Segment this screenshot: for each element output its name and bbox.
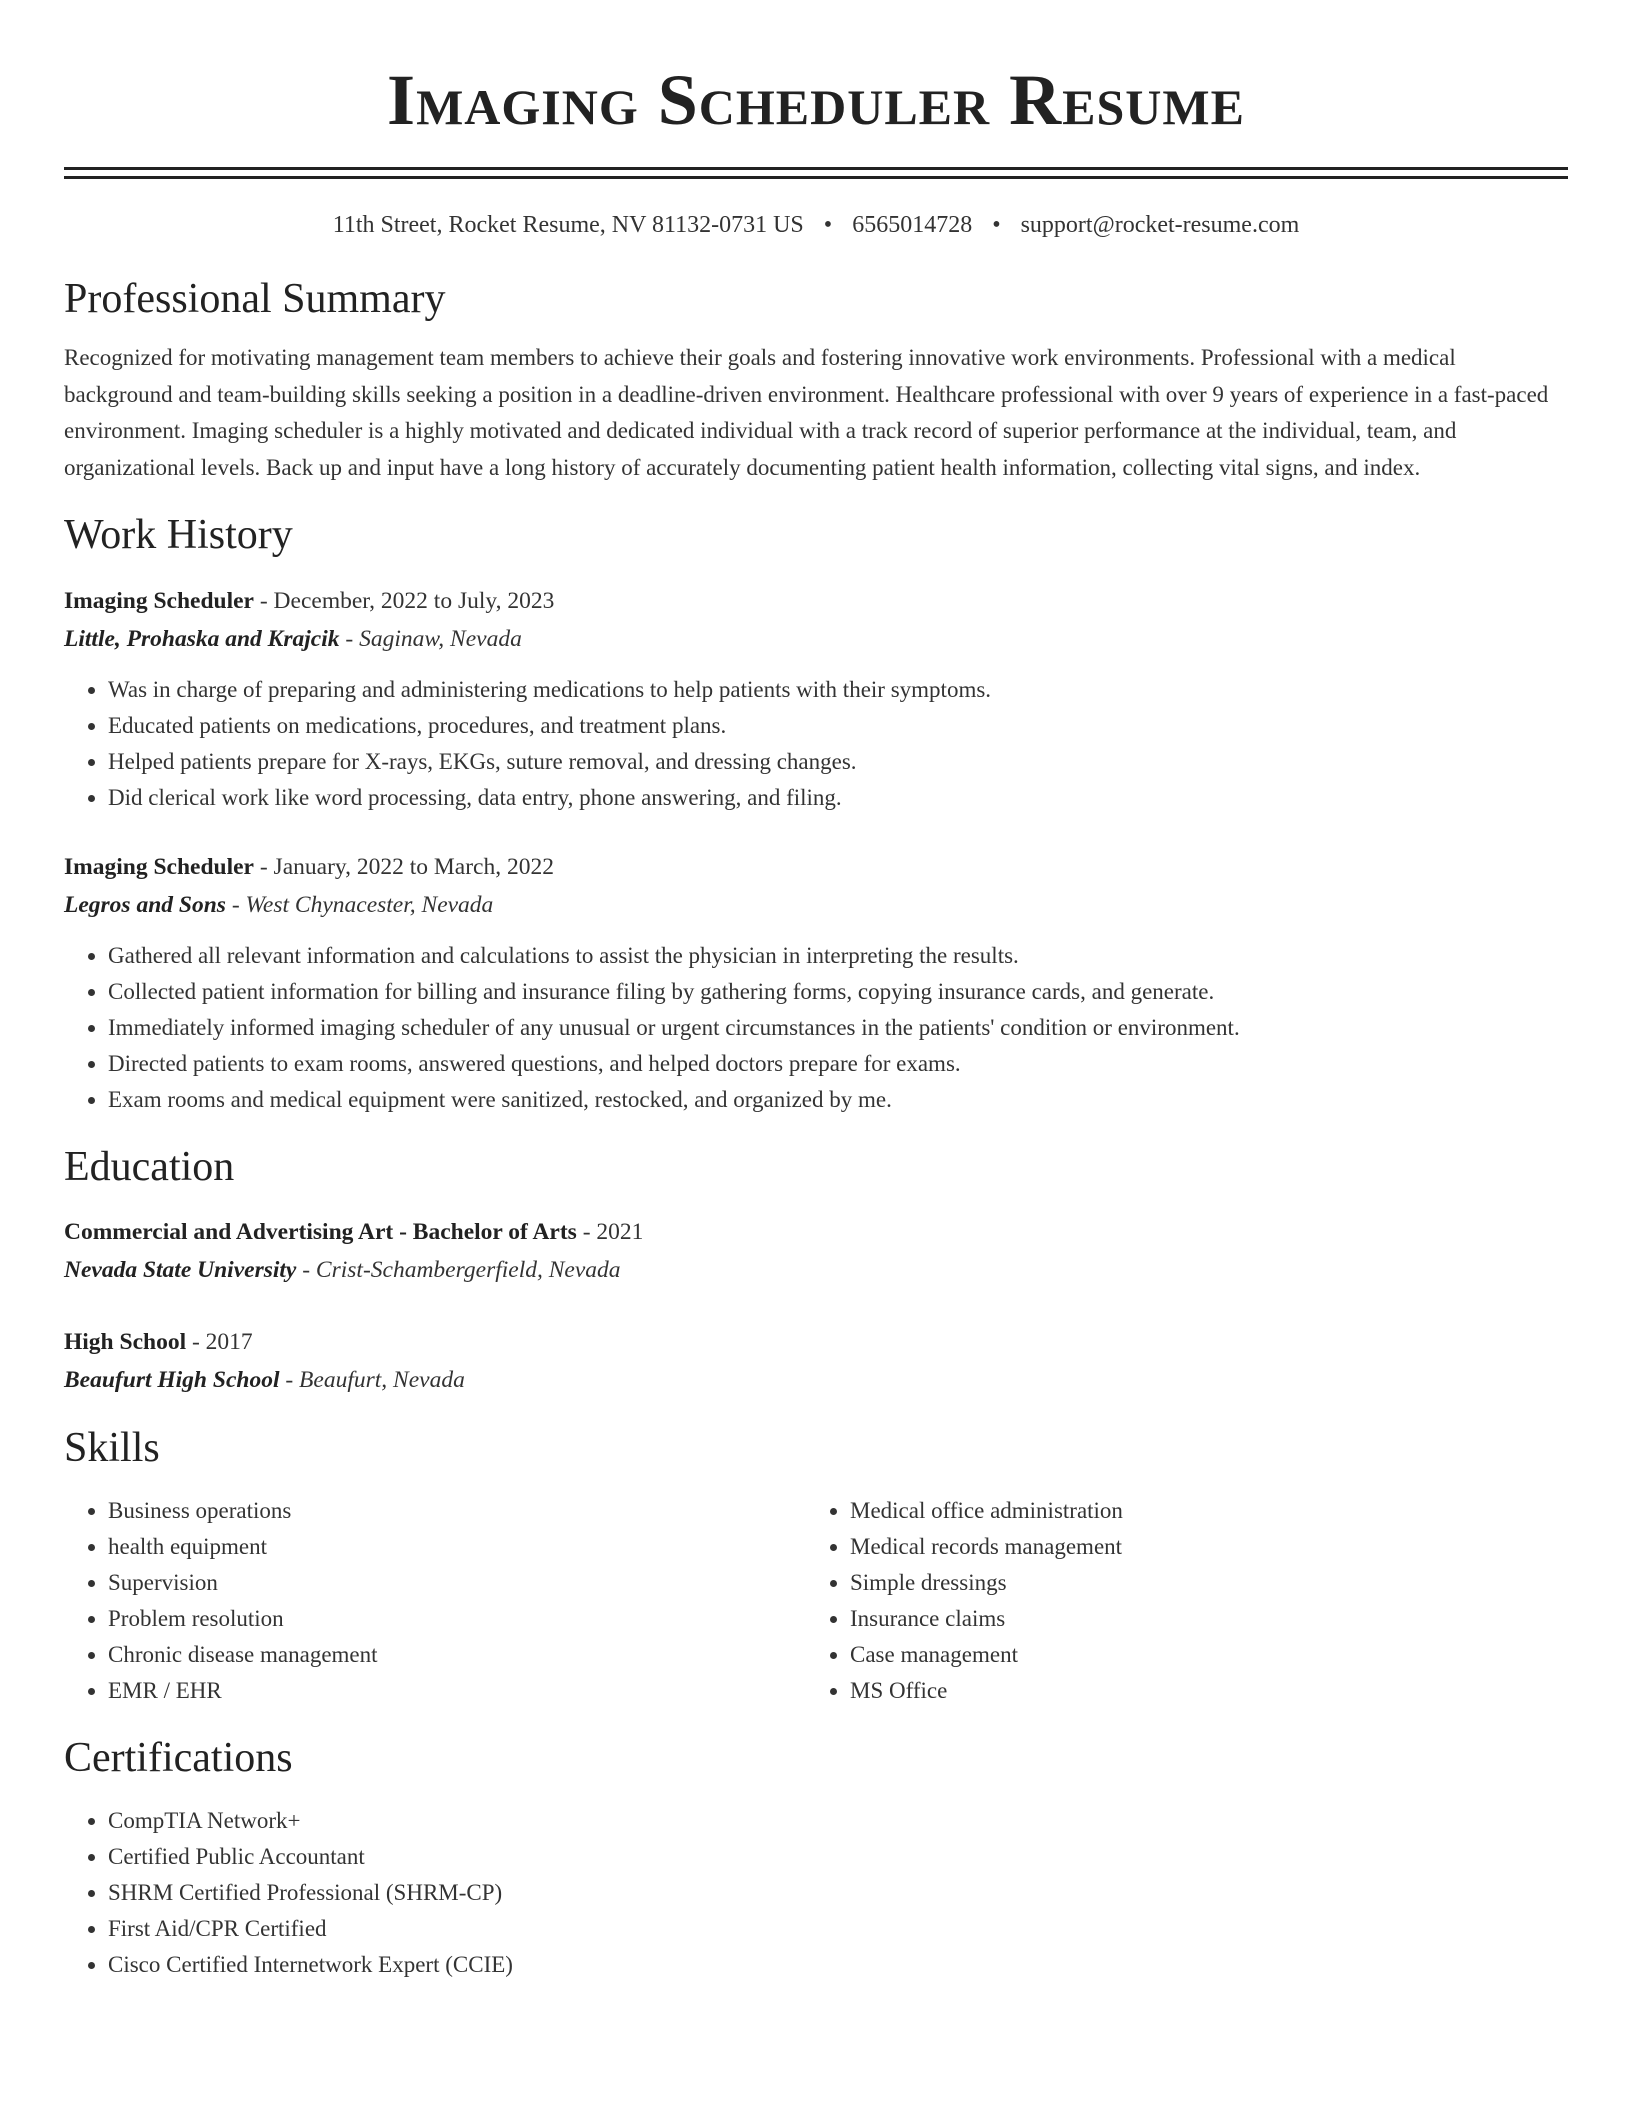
contact-address: 11th Street, Rocket Resume, NV 81132-0731 US: [332, 212, 804, 238]
contact-separator: •: [992, 212, 1001, 238]
skills-column-left: [64, 1493, 806, 1709]
skills-list: [64, 1493, 806, 1709]
skills-list: [806, 1493, 1548, 1709]
list-item: • Exam rooms and medical equipment were sanitized, restocked, and organized by me.: [108, 1082, 1568, 1118]
list-item: • Simple dressings: [850, 1565, 1548, 1601]
list-item: • Insurance claims: [850, 1601, 1548, 1637]
school-line: [64, 1251, 1568, 1289]
employer-name: Legros and Sons: [64, 892, 226, 918]
list-item: • First Aid/CPR Certified: [108, 1911, 1568, 1947]
education-section: [64, 1142, 1568, 1399]
school-name: Beaufurt High School: [64, 1367, 280, 1393]
contact-line: [64, 210, 1568, 240]
work-history-heading: Work History: [64, 512, 293, 558]
education-entry: [64, 1323, 1568, 1399]
employer-location: - West Chynacester, Nevada: [225, 892, 494, 918]
list-item: • MS Office: [850, 1673, 1548, 1709]
job-dates: - January, 2022 to March, 2022: [253, 854, 554, 880]
summary-heading: Professional Summary: [64, 276, 446, 322]
title-divider-bottom: [64, 176, 1568, 179]
summary-section: [64, 274, 1568, 486]
list-item: • Cisco Certified Internetwork Expert (CCIE): [108, 1947, 1568, 1983]
list-item: • Medical records management: [850, 1529, 1548, 1565]
job-duties-list: [64, 672, 1568, 816]
list-item: • Collected patient information for billing and insurance filing by gathering forms, copying insurance cards, and generate.: [108, 974, 1568, 1010]
certifications-list: [64, 1803, 1568, 1983]
list-item: • SHRM Certified Professional (SHRM-CP): [108, 1875, 1568, 1911]
resume-title: Imaging Scheduler Resume: [387, 60, 1245, 140]
school-line: [64, 1361, 1568, 1399]
skills-column-right: [806, 1493, 1548, 1709]
job-entry: [64, 848, 1568, 1118]
skills-heading: Skills: [64, 1425, 160, 1471]
degree-line: [64, 1323, 1568, 1361]
list-item: • Educated patients on medications, procedures, and treatment plans.: [108, 708, 1568, 744]
list-item: • Supervision: [108, 1565, 806, 1601]
skills-columns: [64, 1493, 1568, 1709]
job-entry: [64, 582, 1568, 816]
school-name: Nevada State University: [64, 1257, 297, 1283]
list-item: • Case management: [850, 1637, 1548, 1673]
contact-email: support@rocket-resume.com: [1020, 212, 1300, 238]
school-location: - Beaufurt, Nevada: [279, 1367, 465, 1393]
list-item: • Certified Public Accountant: [108, 1839, 1568, 1875]
contact-separator: •: [823, 212, 833, 238]
list-item: • EMR / EHR: [108, 1673, 806, 1709]
job-title: Imaging Scheduler: [64, 588, 254, 614]
employer-line: [64, 620, 1568, 658]
list-item: • Helped patients prepare for X-rays, EKGs, suture removal, and dressing changes.: [108, 744, 1568, 780]
degree-year: - 2021: [576, 1219, 644, 1245]
degree-line: [64, 1213, 1568, 1251]
job-duties-list: [64, 938, 1568, 1118]
certifications-heading: Certifications: [64, 1735, 293, 1781]
school-location: - Crist-Schambergerfield, Nevada: [296, 1257, 621, 1283]
employer-name: Little, Prohaska and Krajcik: [64, 626, 340, 652]
employer-location: - Saginaw, Nevada: [339, 626, 522, 652]
list-item: • Was in charge of preparing and administering medications to help patients with their symptoms.: [108, 672, 1568, 708]
job-dates: - December, 2022 to July, 2023: [253, 588, 555, 614]
skills-section: [64, 1423, 1568, 1709]
title-divider-top: [64, 167, 1568, 170]
list-item: • Business operations: [108, 1493, 806, 1529]
degree-year: - 2017: [186, 1329, 253, 1355]
list-item: • Gathered all relevant information and calculations to assist the physician in interpreting the results.: [108, 938, 1568, 974]
education-entry: [64, 1213, 1568, 1289]
list-item: • Chronic disease management: [108, 1637, 806, 1673]
list-item: • health equipment: [108, 1529, 806, 1565]
summary-text: Recognized for motivating management team members to achieve their goals and fostering innovative work environments. Professional with a medical background and team-building skills seeking a position in a deadline-driven environment. Healthcare professional with over 9 years of experience in a fast-paced environment. Imaging scheduler is a highly motivated and dedicated individual with a track record of superior performance at the individual, team, and organizational levels. Back up and input have a long history of accurately documenting patient health information, collecting vital signs, and index.: [64, 345, 1549, 480]
certifications-section: [64, 1733, 1568, 1983]
job-title-line: [64, 848, 1568, 886]
degree-name: High School: [64, 1329, 187, 1355]
degree-name: Commercial and Advertising Art - Bachelor of Arts: [64, 1219, 577, 1245]
list-item: • Did clerical work like word processing, data entry, phone answering, and filing.: [108, 780, 1568, 816]
list-item: • CompTIA Network+: [108, 1803, 1568, 1839]
list-item: • Medical office administration: [850, 1493, 1548, 1529]
employer-line: [64, 886, 1568, 924]
job-title: Imaging Scheduler: [64, 854, 254, 880]
list-item: • Problem resolution: [108, 1601, 806, 1637]
education-heading: Education: [64, 1144, 235, 1190]
contact-phone: 6565014728: [852, 212, 973, 238]
job-title-line: [64, 582, 1568, 620]
list-item: • Directed patients to exam rooms, answered questions, and helped doctors prepare for exams.: [108, 1046, 1568, 1082]
list-item: • Immediately informed imaging scheduler of any unusual or urgent circumstances in the patients' condition or environment.: [108, 1010, 1568, 1046]
work-history-section: [64, 510, 1568, 1118]
